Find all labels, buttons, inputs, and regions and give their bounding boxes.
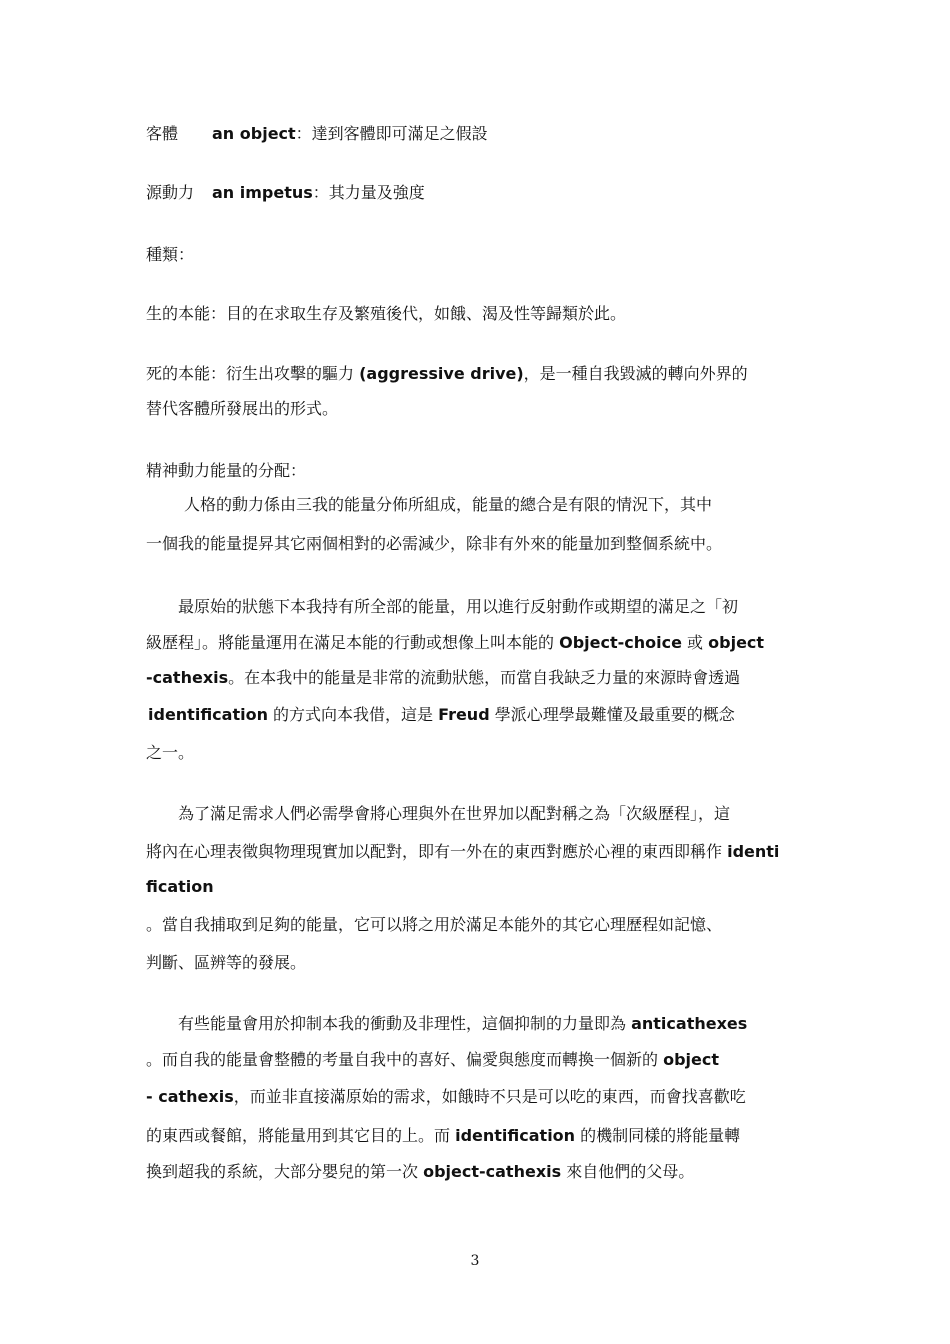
death-instinct-line1: 死的本能：衍生出攻擊的驅力 (aggressive drive)，是一種自我毀滅的轉向外界的: [146, 364, 748, 383]
paragraph-line: 一個我的能量提昇其它兩個相對的必需減少，除非有外來的能量加到整個系統中。: [146, 534, 723, 553]
paragraph-line: identification 的方式向本我借，這是 Freud 學派心理學最難懂及最重要的概念: [148, 705, 735, 724]
paragraph-line: 將內在心理表徵與物理現實加以配對，即有一外在的東西對應於心裡的東西即稱作 identi: [146, 842, 780, 861]
paragraph-line: 判斷、區辨等的發展。: [146, 953, 307, 972]
paragraph-line: 最原始的狀態下本我持有所全部的能量，用以進行反射動作或期望的滿足之「初: [178, 597, 739, 616]
paragraph-line: 換到超我的系統，大部分嬰兒的第一次 object-cathexis 來自他們的父母。: [146, 1162, 695, 1181]
paragraph-line: 。而自我的能量會整體的考量自我中的喜好、偏愛與態度而轉換一個新的 object: [146, 1050, 720, 1069]
paragraph-line: 為了滿足需求人們必需學會將心理與外在世界加以配對稱之為「次級歷程」，這: [178, 804, 731, 823]
definition-impetus: 源動力 an impetus：其力量及強度: [146, 183, 425, 202]
types-heading: 種類：: [146, 245, 195, 264]
energy-distribution-heading: 精神動力能量的分配：: [146, 461, 307, 480]
paragraph-line: 級歷程」。將能量運用在滿足本能的行動或想像上叫本能的 Object-choice 或 object: [146, 633, 765, 652]
death-instinct-line2: 替代客體所發展出的形式。: [146, 399, 339, 418]
definition-object: 客體 an object：達到客體即可滿足之假設: [146, 124, 488, 143]
life-instinct-text: 生的本能：目的在求取生存及繁殖後代，如餓、渴及性等歸類於此。: [146, 304, 627, 323]
paragraph-line: 有些能量會用於抑制本我的衝動及非理性，這個抑制的力量即為 anticathexes: [178, 1014, 748, 1033]
paragraph-line: 。當自我捕取到足夠的能量，它可以將之用於滿足本能外的其它心理歷程如記憶、: [146, 915, 723, 934]
paragraph-line: 的東西或餐館，將能量用到其它目的上。而 identification 的機制同樣的將能量轉: [146, 1126, 741, 1145]
paragraph-line: 人格的動力係由三我的能量分佈所組成，能量的總合是有限的情況下，其中: [168, 495, 713, 514]
paragraph-line: -cathexis。在本我中的能量是非常的流動狀態，而當自我缺乏力量的來源時會透過: [146, 668, 741, 687]
paragraph-line: 之一。: [146, 743, 195, 762]
paragraph-line: fication: [146, 877, 214, 896]
paragraph-line: - cathexis，而並非直接滿原始的需求，如餓時不只是可以吃的東西，而會找喜歡吃: [146, 1087, 746, 1106]
page-number: 3: [470, 1253, 480, 1269]
